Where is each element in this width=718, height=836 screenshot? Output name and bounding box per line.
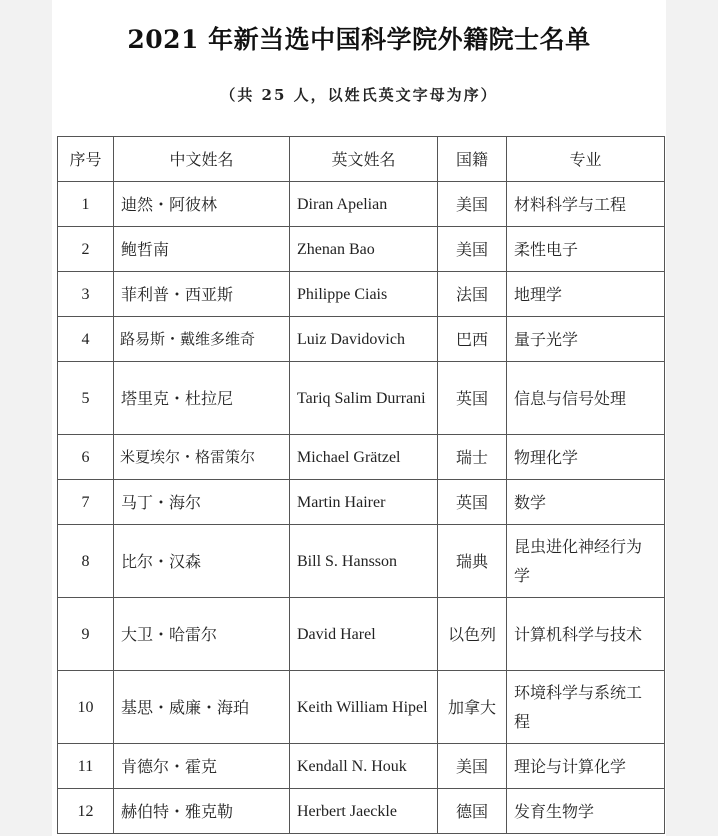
- header-index: 序号: [58, 137, 114, 182]
- cell-major: 柔性电子: [507, 227, 665, 272]
- cell-chinese-name: 路易斯・戴维多维奇: [114, 317, 290, 362]
- cell-index: 12: [58, 789, 114, 834]
- header-nationality: 国籍: [438, 137, 507, 182]
- cell-major: 发育生物学: [507, 789, 665, 834]
- cell-chinese-name: 迪然・阿彼林: [114, 182, 290, 227]
- cell-english-name: Michael Grätzel: [290, 435, 438, 480]
- cell-index: 1: [58, 182, 114, 227]
- table-row: [58, 480, 665, 525]
- document-page: [52, 0, 666, 836]
- table-row: [58, 598, 665, 671]
- document-subtitle: （共 25 人，以姓氏英文字母为序）: [220, 86, 498, 104]
- cell-english-name: Kendall N. Houk: [290, 744, 438, 789]
- cell-nationality: 美国: [438, 182, 507, 227]
- cell-nationality: 德国: [438, 789, 507, 834]
- cell-index: 11: [58, 744, 114, 789]
- cell-nationality: 以色列: [438, 598, 507, 671]
- cell-chinese-name: 菲利普・西亚斯: [114, 272, 290, 317]
- cell-english-name: Herbert Jaeckle: [290, 789, 438, 834]
- cell-index: 2: [58, 227, 114, 272]
- cell-english-name: Martin Hairer: [290, 480, 438, 525]
- cell-chinese-name: 塔里克・杜拉尼: [114, 362, 290, 435]
- cell-index: 6: [58, 435, 114, 480]
- cell-major: 地理学: [507, 272, 665, 317]
- cell-chinese-name: 比尔・汉森: [114, 525, 290, 598]
- cell-index: 8: [58, 525, 114, 598]
- table-row: [58, 362, 665, 435]
- cell-index: 5: [58, 362, 114, 435]
- cell-chinese-name: 赫伯特・雅克勒: [114, 789, 290, 834]
- table-row: [58, 227, 665, 272]
- header-major: 专业: [507, 137, 665, 182]
- cell-nationality: 英国: [438, 362, 507, 435]
- cell-index: 4: [58, 317, 114, 362]
- table-row: [58, 744, 665, 789]
- header-english-name: 英文姓名: [290, 137, 438, 182]
- cell-english-name: Philippe Ciais: [290, 272, 438, 317]
- cell-english-name: Keith William Hipel: [290, 671, 438, 744]
- cell-nationality: 英国: [438, 480, 507, 525]
- cell-chinese-name: 大卫・哈雷尔: [114, 598, 290, 671]
- cell-english-name: Zhenan Bao: [290, 227, 438, 272]
- cell-english-name: Diran Apelian: [290, 182, 438, 227]
- table-row: [58, 317, 665, 362]
- cell-english-name: Luiz Davidovich: [290, 317, 438, 362]
- cell-major: 计算机科学与技术: [507, 598, 665, 671]
- table-row: [58, 525, 665, 598]
- cell-english-name: David Harel: [290, 598, 438, 671]
- cell-nationality: 巴西: [438, 317, 507, 362]
- cell-chinese-name: 肯德尔・霍克: [114, 744, 290, 789]
- cell-major: 量子光学: [507, 317, 665, 362]
- cell-chinese-name: 鲍哲南: [114, 227, 290, 272]
- table-row: [58, 272, 665, 317]
- cell-english-name: Tariq Salim Durrani: [290, 362, 438, 435]
- table-row: [58, 435, 665, 480]
- cell-chinese-name: 马丁・海尔: [114, 480, 290, 525]
- cell-nationality: 美国: [438, 227, 507, 272]
- table-row: [58, 671, 665, 744]
- cell-english-name: Bill S. Hansson: [290, 525, 438, 598]
- cell-major: 材料科学与工程: [507, 182, 665, 227]
- cell-major: 昆虫进化神经行为学: [507, 525, 665, 598]
- cell-index: 7: [58, 480, 114, 525]
- cell-index: 10: [58, 671, 114, 744]
- cell-index: 3: [58, 272, 114, 317]
- header-chinese-name: 中文姓名: [114, 137, 290, 182]
- cell-major: 理论与计算化学: [507, 744, 665, 789]
- table-row: [58, 789, 665, 834]
- table-row: [58, 182, 665, 227]
- cell-nationality: 法国: [438, 272, 507, 317]
- table-header-row: [58, 137, 665, 182]
- cell-nationality: 美国: [438, 744, 507, 789]
- cell-nationality: 瑞典: [438, 525, 507, 598]
- cell-major: 环境科学与系统工程: [507, 671, 665, 744]
- cell-nationality: 加拿大: [438, 671, 507, 744]
- cell-nationality: 瑞士: [438, 435, 507, 480]
- cell-chinese-name: 基思・威廉・海珀: [114, 671, 290, 744]
- cell-index: 9: [58, 598, 114, 671]
- cell-major: 信息与信号处理: [507, 362, 665, 435]
- academician-table: [57, 136, 665, 834]
- document-title: 2021 年新当选中国科学院外籍院士名单: [127, 25, 591, 54]
- cell-chinese-name: 米夏埃尔・格雷策尔: [114, 435, 290, 480]
- cell-major: 物理化学: [507, 435, 665, 480]
- cell-major: 数学: [507, 480, 665, 525]
